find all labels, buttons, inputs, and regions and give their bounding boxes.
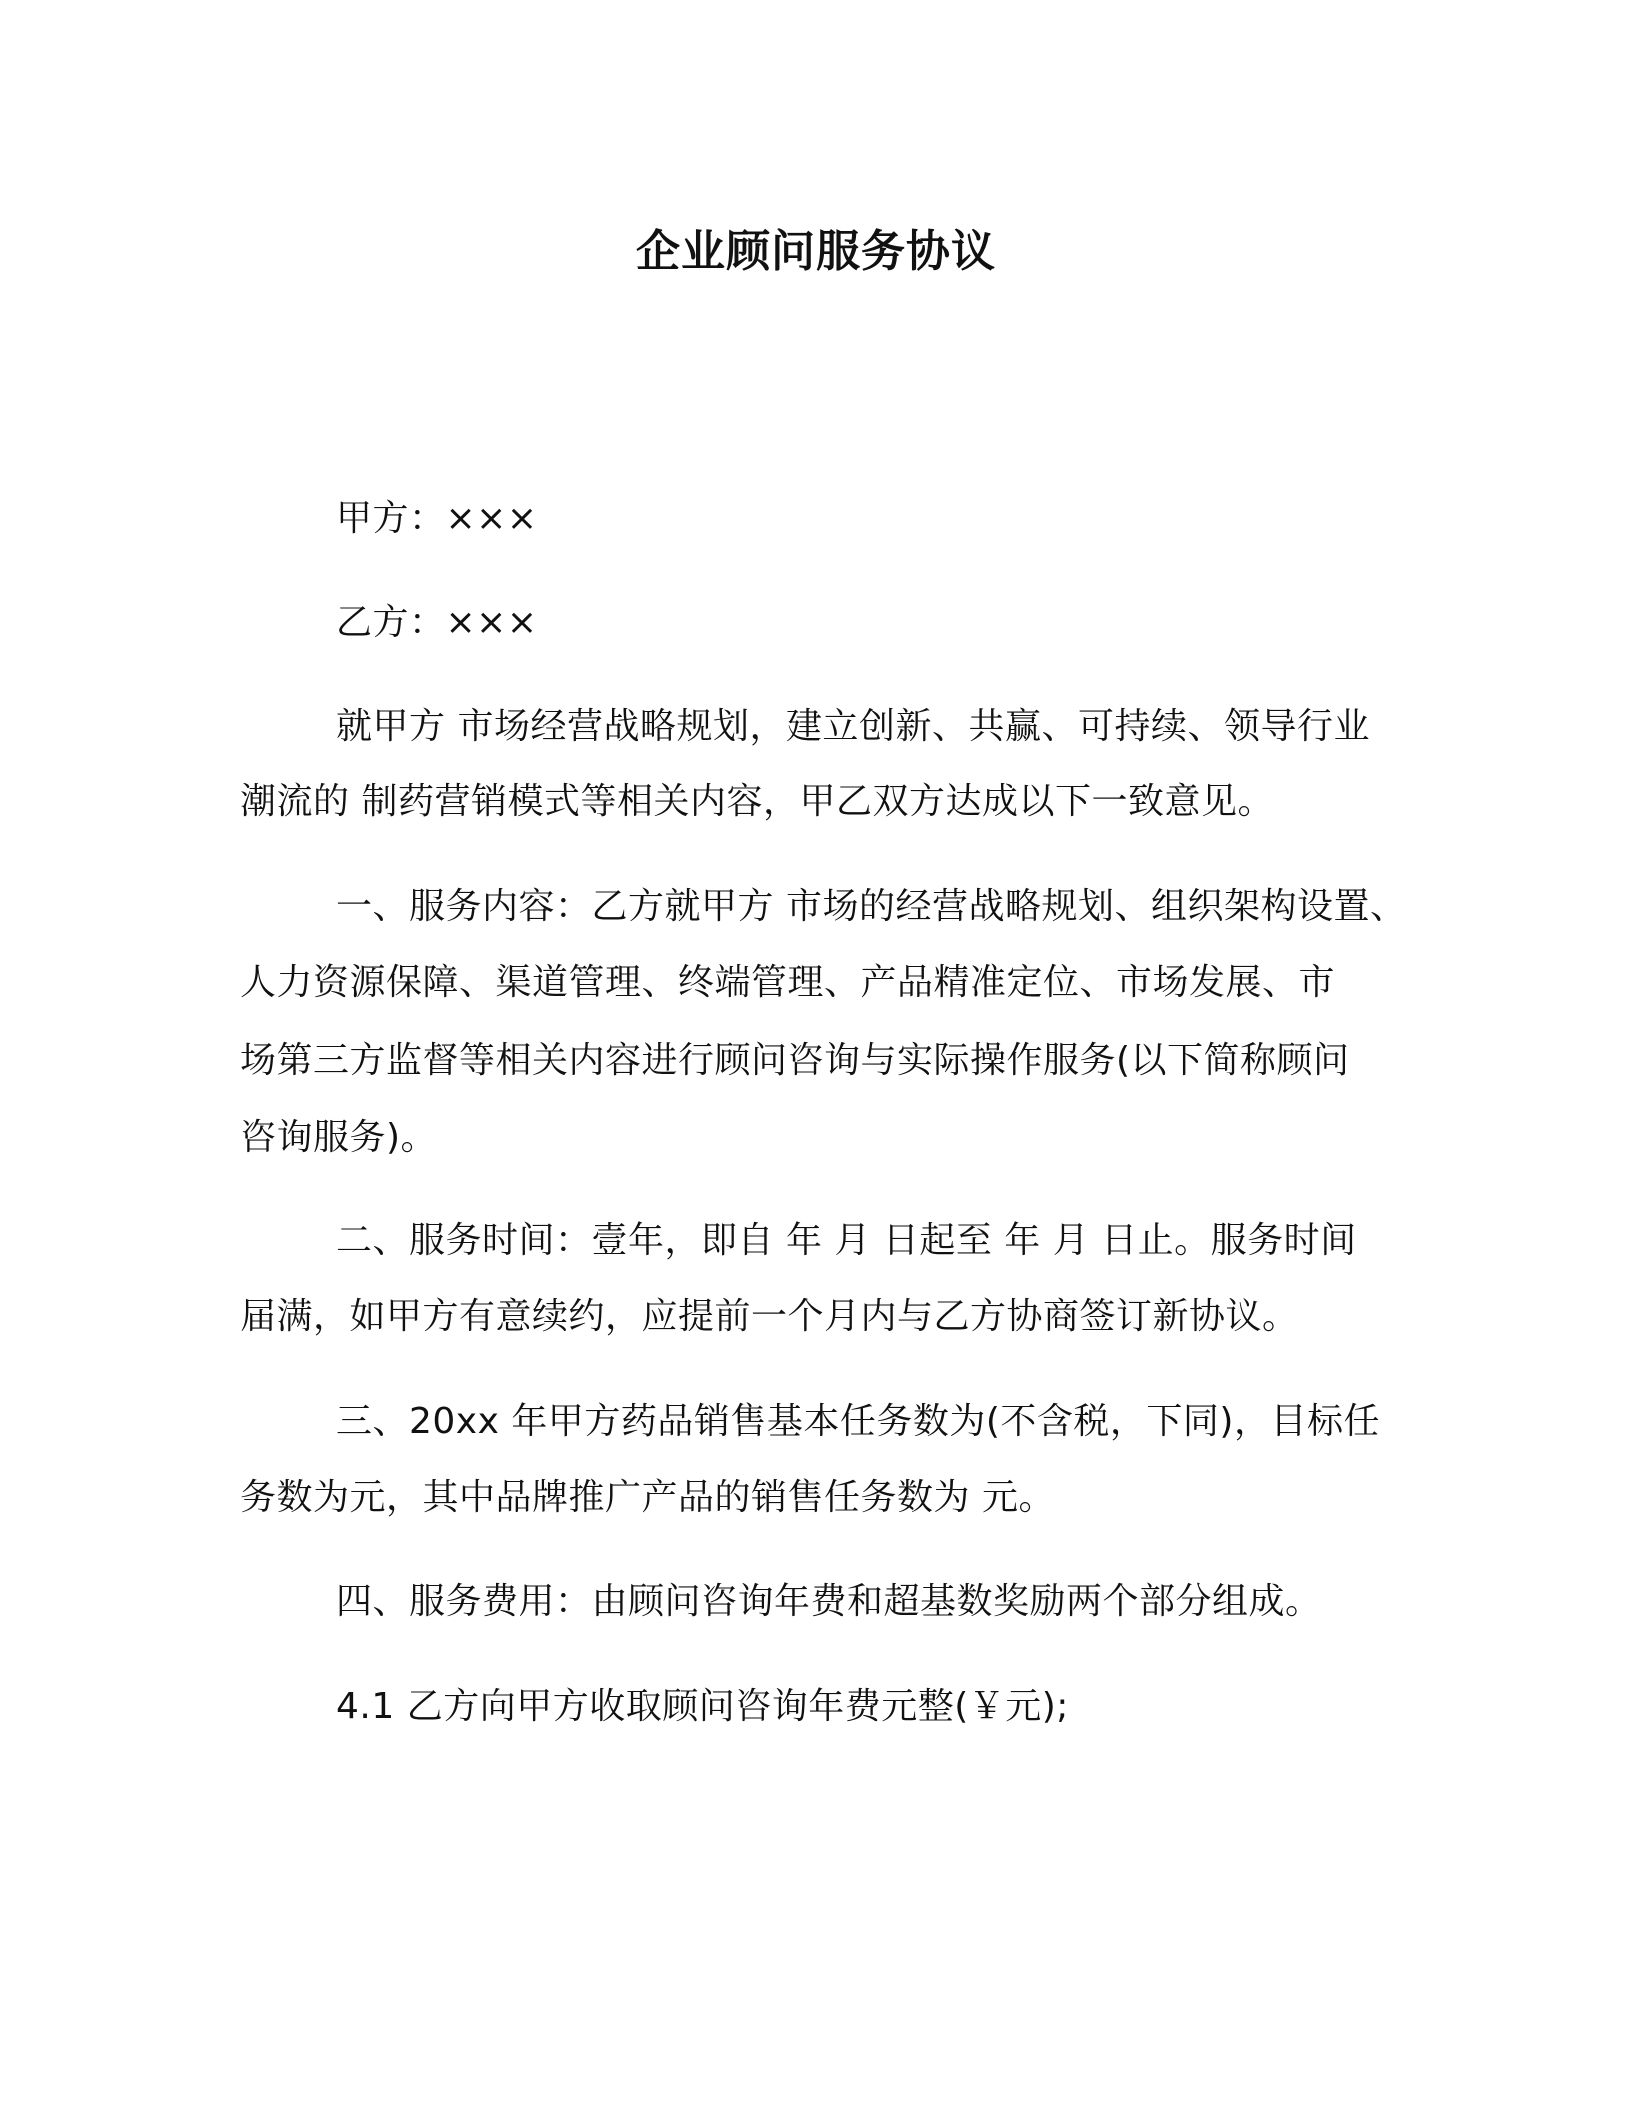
section1-line-4: 咨询服务)。 [240, 1117, 438, 1158]
party-b-line: 乙方：××× [336, 602, 538, 643]
section4-line: 四、服务费用：由顾问咨询年费和超基数奖励两个部分组成。 [336, 1581, 1322, 1622]
section2-line-1: 二、服务时间：壹年，即自 年 月 日起至 年 月 日止。服务时间 [336, 1220, 1357, 1261]
section1-line-3: 场第三方监督等相关内容进行顾问咨询与实际操作服务(以下简称顾问 [240, 1040, 1350, 1081]
intro-line-2: 潮流的 制药营销模式等相关内容，甲乙双方达成以下一致意见。 [240, 781, 1274, 822]
section1-line-2: 人力资源保障、渠道管理、终端管理、产品精准定位、市场发展、市 [240, 962, 1336, 1003]
section1-line-1: 一、服务内容：乙方就甲方 市场的经营战略规划、组织架构设置、 [336, 886, 1407, 927]
intro-line-1: 就甲方 市场经营战略规划，建立创新、共赢、可持续、领导行业 [336, 706, 1370, 747]
document-title: 企业顾问服务协议 [636, 226, 996, 277]
section3-line-1: 三、20xx 年甲方药品销售基本任务数为(不含税，下同)，目标任 [336, 1401, 1380, 1442]
section2-line-2: 届满，如甲方有意续约，应提前一个月内与乙方协商签订新协议。 [240, 1296, 1299, 1337]
party-a-line: 甲方：××× [336, 498, 538, 539]
section3-line-2: 务数为元，其中品牌推广产品的销售任务数为 元。 [240, 1477, 1055, 1518]
section4-1-line: 4.1 乙方向甲方收取顾问咨询年费元整(￥元); [336, 1686, 1069, 1727]
